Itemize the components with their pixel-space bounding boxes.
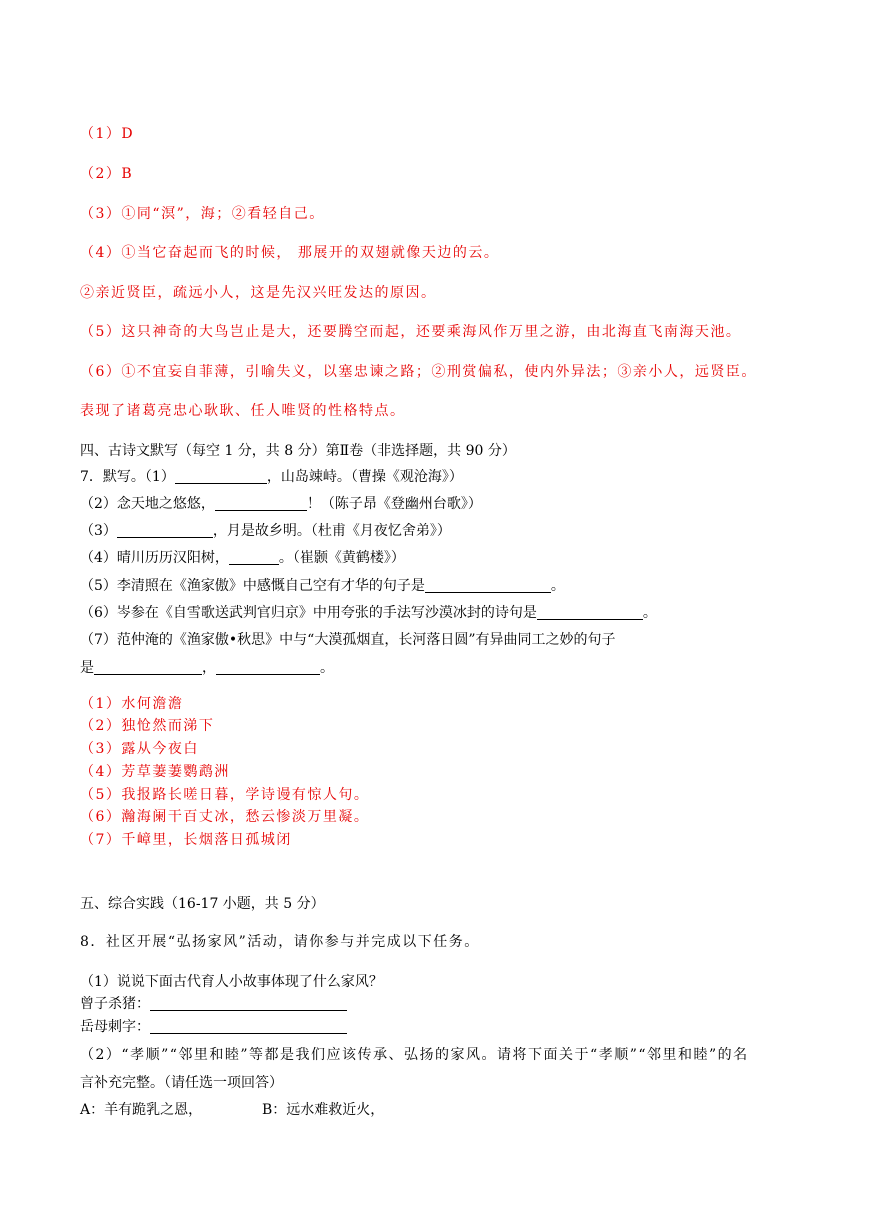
answer-blank[interactable] <box>229 550 279 565</box>
question-text: （3） <box>80 523 117 539</box>
answer-blank[interactable] <box>216 660 320 675</box>
question-stem: 8．社区开展“弘扬家风”活动，请你参与并完成以下任务。 <box>80 934 480 950</box>
question-line <box>80 659 334 677</box>
question-text: （4）晴川历历汉阳树， <box>80 550 229 566</box>
answer-line: （3）露从今夜白 <box>80 741 199 757</box>
question-text: 。 <box>642 605 657 621</box>
question-line: （7）范仲淹的《渔家傲•秋思》中与“大漠孤烟直，长河落日圆”有异曲同工之妙的句子 <box>80 632 616 648</box>
question-line <box>80 1018 347 1036</box>
answer-line: （7）千嶂里，长烟落日孤城闭 <box>80 832 292 848</box>
question-text: 。 <box>320 660 334 676</box>
question-text: ，山岛竦峙。（曹操《观沧海》） <box>266 469 463 485</box>
question-line <box>80 495 482 513</box>
answer-line: （2）B <box>80 166 134 182</box>
answer-blank[interactable] <box>425 578 551 593</box>
answer-blank[interactable] <box>150 1019 347 1034</box>
answer-line: ②亲近贤臣，疏远小人，这是先汉兴旺发达的原因。 <box>80 285 437 301</box>
answer-line: （1）水何澹澹 <box>80 696 184 712</box>
question-line <box>80 468 463 486</box>
question-text: ，月是故乡明。（杜甫《月夜忆舍弟》） <box>212 523 451 539</box>
question-line: 言补充完整。（请任选一项回答） <box>80 1075 283 1091</box>
answer-blank[interactable] <box>537 605 643 620</box>
answer-line: （5）这只神奇的大鸟岂止是大，还要腾空而起，还要乘海风作万里之游，由北海直飞南海天池。 <box>80 324 742 340</box>
question-line <box>80 549 405 567</box>
answer-line: （2）独怆然而涕下 <box>80 718 215 734</box>
answer-line: （6）瀚海阑干百丈冰，愁云惨淡万里凝。 <box>80 809 370 825</box>
answer-line: （1）D <box>80 126 135 142</box>
answer-blank[interactable] <box>94 660 202 675</box>
question-text: 曾子杀猪： <box>80 996 150 1012</box>
question-text: 。（崔颢《黄鹤楼》） <box>278 550 405 566</box>
question-text: ， <box>202 660 216 676</box>
answer-line: （3）①同“溟”，海；②看轻自己。 <box>80 206 325 222</box>
question-line <box>80 604 657 622</box>
question-text: （6）岑参在《自雪歌送武判官归京》中用夸张的手法写沙漠冰封的诗句是 <box>80 605 537 621</box>
section-title: 五、综合实践（16-17 小题，共 5 分） <box>80 896 325 912</box>
option-b: B：远水难救近火， <box>262 1102 385 1118</box>
question-line <box>80 577 565 595</box>
question-text: （5）李清照在《渔家傲》中感慨自己空有才华的句子是 <box>80 578 425 594</box>
answer-line: 表现了诸葛亮忠心耿耿、任人唯贤的性格特点。 <box>80 403 406 419</box>
question-line: （2）“孝顺”“邻里和睦”等都是我们应该传承、弘扬的家风。请将下面关于“孝顺”“邻里和睦”的名 <box>80 1047 749 1063</box>
question-text: 岳母刺字： <box>80 1019 150 1035</box>
answer-line: （4）芳草萋萋鹦鹉洲 <box>80 764 230 780</box>
answer-line: （4）①当它奋起而飞的时候， 那展开的双翅就像天边的云。 <box>80 245 500 261</box>
answer-blank[interactable] <box>150 996 347 1011</box>
answer-line: （6）①不宜妄自菲薄，引喻失义，以塞忠谏之路；②刑赏偏私，使内外异法；③亲小人，远贤臣。 <box>80 364 757 380</box>
question-text: 是 <box>80 660 94 676</box>
question-text: 7．默写。（1） <box>80 469 175 485</box>
answer-line: （5）我报路长嗟日暮，学诗谩有惊人句。 <box>80 787 370 803</box>
question-text: （2）念天地之悠悠， <box>80 496 215 512</box>
answer-blank[interactable] <box>215 496 307 511</box>
question-line <box>80 522 451 540</box>
section-title: 四、古诗文默写（每空 1 分，共 8 分）第Ⅱ卷（非选择题，共 90 分） <box>80 443 516 459</box>
answer-blank[interactable] <box>175 469 267 484</box>
question-text: 。 <box>550 578 565 594</box>
question-line <box>80 995 347 1013</box>
question-text: ！（陈子昂《登幽州台歌》） <box>306 496 482 512</box>
answer-blank[interactable] <box>117 523 213 538</box>
option-a: A：羊有跪乳之恩， <box>80 1102 203 1118</box>
question-line: （1）说说下面古代育人小故事体现了什么家风？ <box>80 974 383 990</box>
